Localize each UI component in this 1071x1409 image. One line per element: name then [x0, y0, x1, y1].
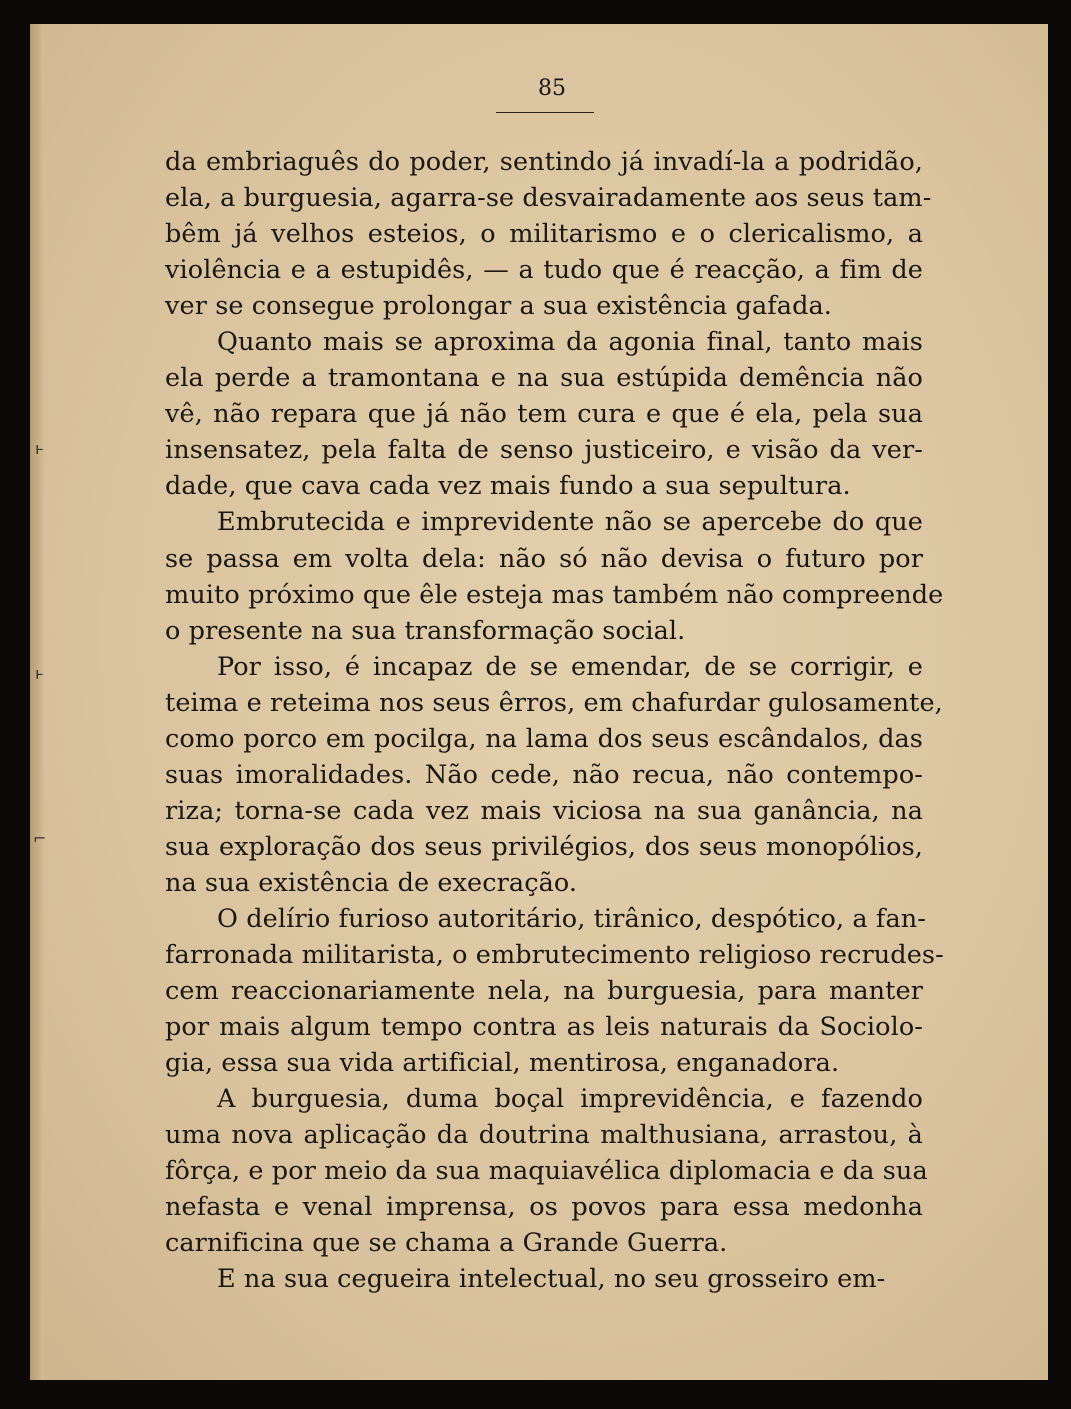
text-line: uma nova aplicação da doutrina malthusiana, arrastou, à: [165, 1120, 923, 1151]
text-line: teima e reteima nos seus êrros, em chafurdar gulosamente,: [165, 687, 943, 718]
text-line: como porco em pocilga, na lama dos seus escândalos, das: [165, 723, 923, 754]
paragraph: [165, 1081, 928, 1261]
text-line: bêm já velhos esteios, o militarismo e o clericalismo, a: [165, 219, 923, 250]
page-gutter-edge: [30, 24, 47, 1380]
text-line: insensatez, pela falta de senso justiceiro, e visão da ver-: [165, 435, 923, 466]
text-line: riza; torna-se cada vez mais viciosa na sua ganância, na: [165, 795, 923, 826]
text-line: nefasta e venal imprensa, os povos para essa medonha: [165, 1192, 923, 1223]
text-line: se passa em volta dela: não só não devisa o futuro por: [165, 543, 923, 574]
text-line: gia, essa sua vida artificial, mentirosa, enganadora.: [165, 1048, 840, 1079]
text-line: violência e a estupidês, — a tudo que é reacção, a fim de: [165, 255, 923, 286]
text-line: muito próximo que êle esteja mas também não compreende: [165, 579, 944, 610]
text-line: dade, que cava cada vez mais fundo a sua sepultura.: [165, 471, 851, 502]
text-line: por mais algum tempo contra as leis naturais da Sociolo-: [165, 1012, 923, 1043]
margin-tick-mark: ⱶ: [35, 664, 45, 683]
paragraph: [165, 144, 932, 324]
book-page: [30, 24, 1048, 1380]
text-line: Por isso, é incapaz de se emendar, de se corrigir, e: [217, 651, 923, 682]
text-line: farronada militarista, o embrutecimento religioso recrudes-: [165, 940, 944, 971]
paragraph: [165, 324, 923, 504]
page-number: 85: [538, 76, 566, 101]
text-line: da embriaguês do poder, sentindo já invadí-la a podridão,: [165, 147, 923, 177]
paragraph: [165, 504, 944, 648]
text-line: na sua existência de execração.: [165, 867, 578, 898]
text-line: fôrça, e por meio da sua maquiavélica diplomacia e da sua: [165, 1156, 928, 1187]
text-line: cem reaccionariamente nela, na burguesia, para manter: [165, 976, 923, 1007]
text-line: ela perde a tramontana e na sua estúpida demência não: [165, 363, 923, 394]
text-line: Quanto mais se aproxima da agonia final, tanto mais: [217, 327, 923, 358]
text-line: Embrutecida e imprevidente não se apercebe do que: [217, 507, 923, 538]
text-line: sua exploração dos seus privilégios, dos seus monopólios,: [165, 831, 923, 862]
paragraph: [165, 901, 944, 1081]
text-line: suas imoralidades. Não cede, não recua, não contempo-: [165, 759, 923, 790]
text-line: A burguesia, duma boçal imprevidência, e fazendo: [217, 1084, 923, 1115]
margin-tick-mark: ⌐: [33, 829, 47, 848]
text-line: o presente na sua transformação social.: [165, 615, 686, 646]
text-line: ver se consegue prolongar a sua existência gafada.: [165, 291, 833, 322]
text-line: carnificina que se chama a Grande Guerra.: [165, 1228, 728, 1259]
text-line: ela, a burguesia, agarra-se desvairadamente aos seus tam-: [165, 183, 932, 214]
page-number-rule: [496, 112, 594, 113]
text-line: O delírio furioso autoritário, tirânico, despótico, a fan-: [217, 903, 927, 934]
text-line: E na sua cegueira intelectual, no seu grosseiro em-: [217, 1264, 886, 1295]
text-line: vê, não repara que já não tem cura e que é ela, pela sua: [165, 399, 923, 430]
margin-tick-mark: ⱶ: [35, 439, 45, 458]
paragraph: [165, 649, 943, 901]
paragraph: [165, 1261, 923, 1297]
body-text: [165, 144, 944, 1298]
